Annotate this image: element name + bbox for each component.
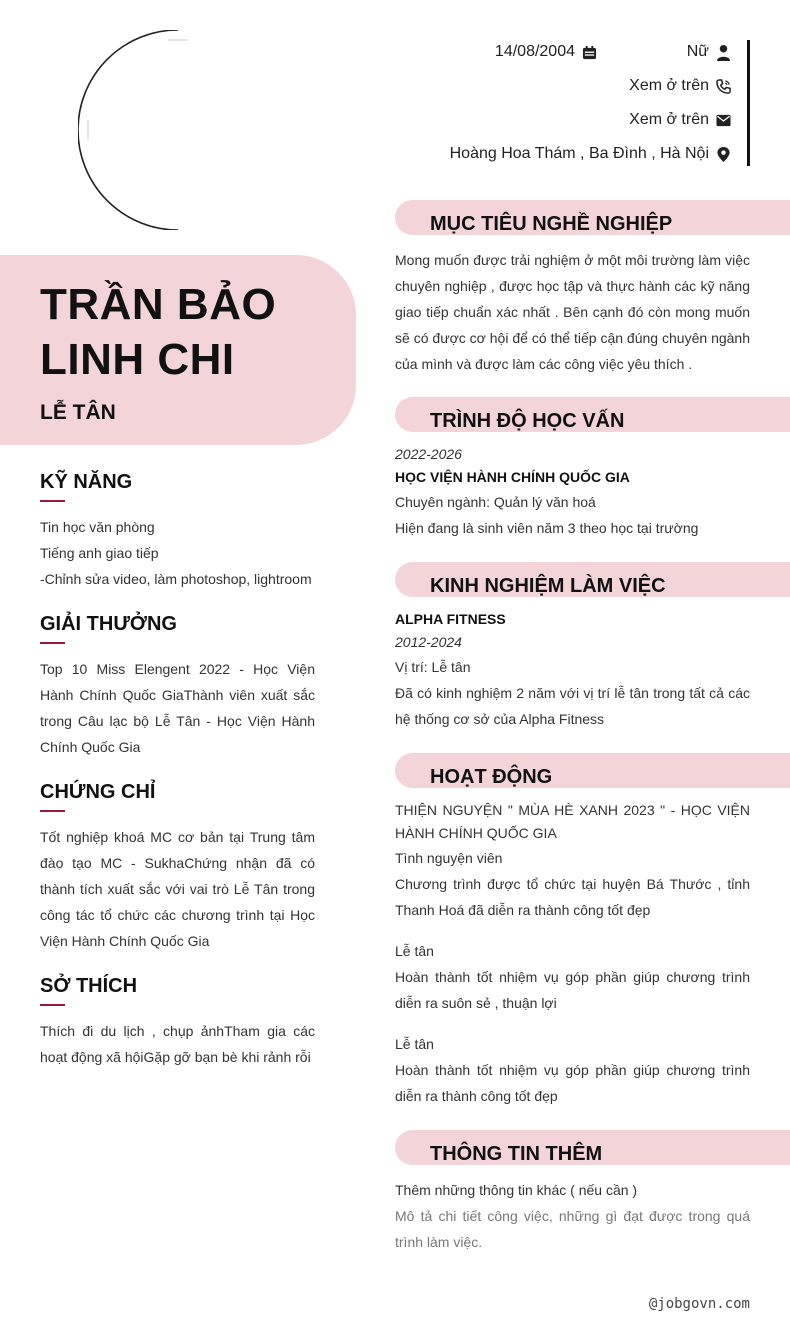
mail-icon: [716, 114, 731, 127]
hobbies-section: [40, 974, 315, 1070]
extra-body: [395, 1177, 750, 1255]
education-school: HỌC VIỆN HÀNH CHÍNH QUỐC GIA: [395, 469, 630, 485]
person-icon: [716, 44, 731, 61]
skill-item: -Chỉnh sửa video, làm photoshop, lightroom: [40, 571, 312, 587]
experience-header: [395, 562, 790, 597]
activity-desc: Hoàn thành tốt nhiệm vụ góp phần giúp chương trình diễn ra suôn sẻ , thuận lợi: [395, 969, 750, 1011]
spacer: [395, 923, 750, 938]
email-row: [629, 109, 731, 131]
section-underline: [40, 500, 65, 502]
phone-row: [629, 75, 731, 97]
gender-row: [687, 41, 731, 63]
activity-role: Lễ tân: [395, 943, 434, 959]
email-text: Xem ở trên: [629, 111, 709, 128]
phone-text: Xem ở trên: [629, 77, 709, 94]
hobbies-text: Thích đi du lịch , chụp ảnhTham gia các hoạt động xã hộiGặp gỡ bạn bè khi rảnh rỗi: [40, 1023, 315, 1065]
awards-text: Top 10 Miss Elengent 2022 - Học Viện Hành Chính Quốc GiaThành viên xuất sắc trong Câu lạc bộ Lễ Tân - Học Viện Hành Chính Quốc Gia: [40, 661, 315, 755]
activity-role: Lễ tân: [395, 1036, 434, 1052]
hobbies-title: SỞ THÍCH: [40, 975, 138, 997]
education-header: [395, 397, 790, 432]
education-note: Hiện đang là sinh viên năm 3 theo học tại trường: [395, 520, 699, 536]
section-underline: [40, 810, 65, 812]
extra-header: [395, 1130, 790, 1165]
activity-role: Tình nguyện viên: [395, 850, 503, 866]
certificates-section: [40, 780, 315, 954]
experience-period: 2012-2024: [395, 634, 462, 650]
experience-company: ALPHA FITNESS: [395, 611, 506, 627]
activities-body: [395, 799, 750, 1109]
activity-desc: Hoàn thành tốt nhiệm vụ góp phần giúp chương trình diễn ra thành công tốt đẹp: [395, 1062, 750, 1104]
phone-icon: [716, 79, 731, 94]
education-period: 2022-2026: [395, 446, 462, 462]
skill-item: Tiếng anh giao tiếp: [40, 545, 159, 561]
left-column: [40, 470, 315, 1090]
activities-title: HOẠT ĐỘNG: [430, 766, 553, 788]
education-title: TRÌNH ĐỘ HỌC VẤN: [430, 410, 625, 432]
objective-header: [395, 200, 790, 235]
certificates-text: Tốt nghiệp khoá MC cơ bản tại Trung tâm đào tạo MC - SukhaChứng nhận đã có thành tích xuất sắc với vai trò Lễ Tân trong công tác tổ chức các chương trình tại Học Viện Hành Chính Quốc Gia: [40, 829, 315, 949]
section-underline: [40, 1004, 65, 1006]
dob-text: 14/08/2004: [494, 43, 575, 60]
job-title: LỄ TÂN: [40, 401, 116, 424]
address-text: Hoàng Hoa Thám , Ba Đình , Hà Nội: [449, 145, 709, 162]
experience-title: KINH NGHIỆM LÀM VIỆC: [430, 575, 666, 597]
awards-title: GIẢI THƯỞNG: [40, 613, 177, 635]
activity-event: THIỆN NGUYỆN " MÙA HÈ XANH 2023 " - HỌC VIỆN HÀNH CHÍNH QUỐC GIA: [395, 802, 750, 841]
education-body: [395, 443, 750, 541]
location-pin-icon: [716, 146, 731, 163]
certificates-title: CHỨNG CHỈ: [40, 781, 156, 803]
gender-text: Nữ: [686, 43, 709, 60]
spacer: [395, 1016, 750, 1031]
contact-info: [390, 40, 750, 166]
name-block: [0, 255, 356, 445]
extra-title: THÔNG TIN THÊM: [430, 1143, 603, 1165]
footer-watermark: @jobgovn.com: [648, 1296, 750, 1312]
address-row: [450, 143, 731, 165]
skills-title: KỸ NĂNG: [40, 471, 133, 493]
objective-title: MỤC TIÊU NGHỀ NGHIỆP: [430, 213, 673, 235]
education-major: Chuyên ngành: Quản lý văn hoá: [395, 494, 596, 510]
experience-body: [395, 608, 750, 732]
activity-desc: Chương trình được tổ chức tại huyện Bá Thước , tỉnh Thanh Hoá đã diễn ra thành công tốt đẹp: [395, 876, 750, 918]
section-underline: [40, 642, 65, 644]
experience-desc: Đã có kinh nghiệm 2 năm với vị trí lễ tân trong tất cả các hệ thống cơ sở của Alpha Fitness: [395, 685, 750, 727]
objective-body: [395, 247, 750, 377]
profile-photo-frame: [78, 30, 278, 230]
dob-row: [495, 41, 597, 63]
extra-desc: Mô tả chi tiết công việc, những gì đạt được trong quá trình làm việc.: [395, 1208, 750, 1250]
objective-text: Mong muốn được trải nghiệm ở một môi trường làm việc chuyên nghiệp , được học tập và thực hành các kỹ năng giao tiếp chuẩn xác nhất . Bên cạnh đó còn mong muốn sẽ có được cơ hội để có thể tiếp cận đúng chuyên ngành của mình và được làm các công việc yêu thích .: [395, 252, 750, 372]
activities-header: [395, 753, 790, 788]
extra-line: Thêm những thông tin khác ( nếu cần ): [395, 1182, 638, 1198]
skills-section: [40, 470, 315, 592]
skill-item: Tin học văn phòng: [40, 519, 155, 535]
experience-position: Vị trí: Lễ tân: [395, 659, 471, 675]
calendar-icon: [582, 45, 597, 60]
awards-section: [40, 612, 315, 760]
full-name: TRẦN BẢO LINH CHI: [40, 280, 277, 384]
